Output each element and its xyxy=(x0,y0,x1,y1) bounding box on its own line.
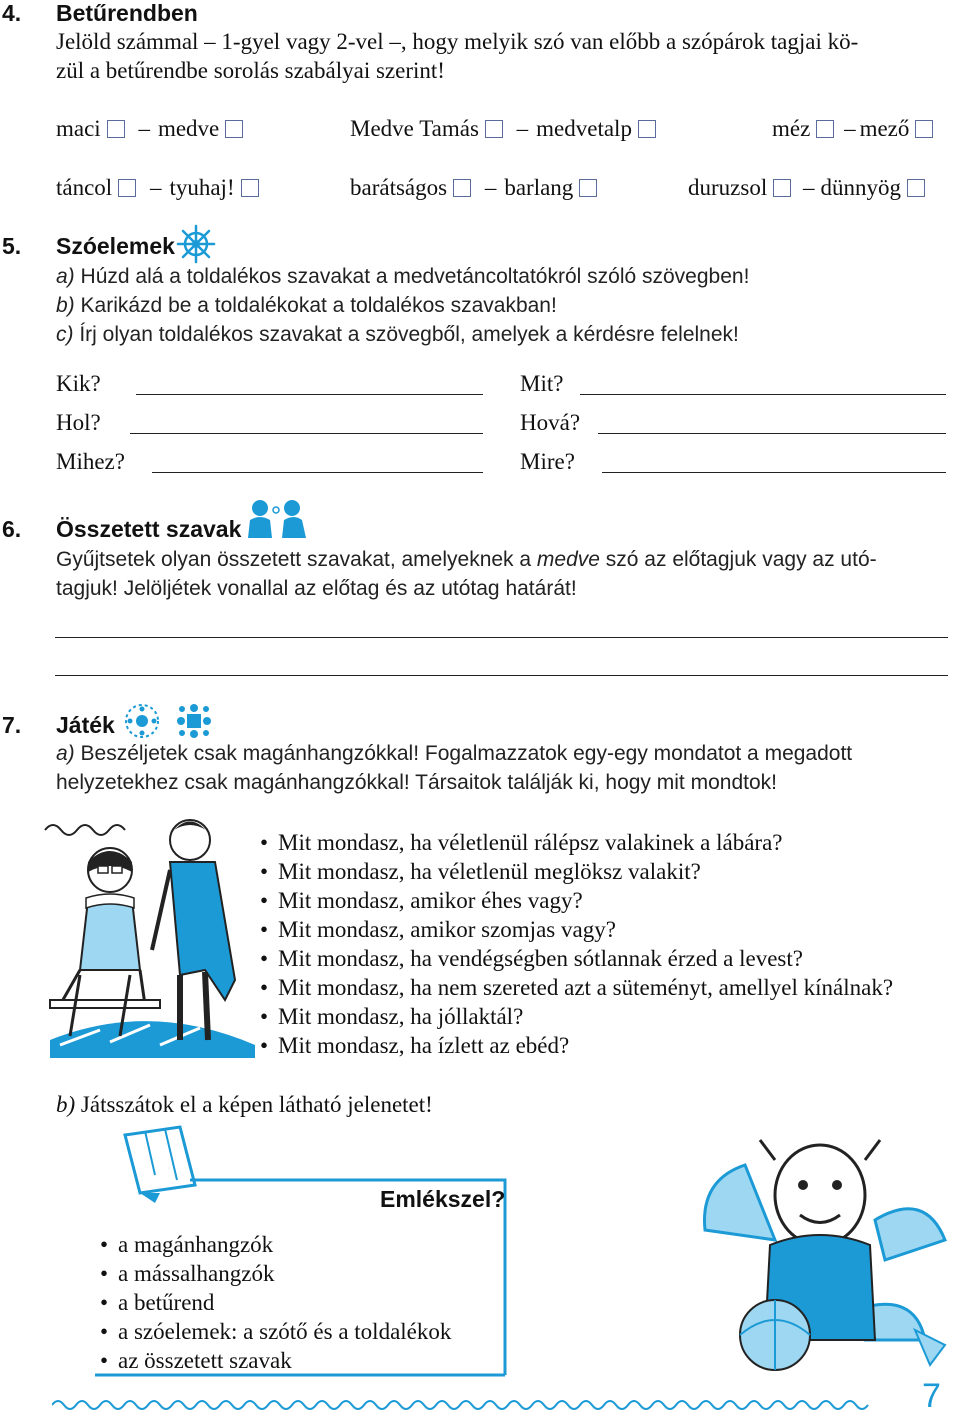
question-item: • Mit mondasz, amikor éhes vagy? xyxy=(260,888,583,913)
number-box[interactable] xyxy=(107,120,125,138)
exercise-6-number: 6. xyxy=(2,516,22,542)
word-b: tyuhaj! xyxy=(169,175,235,200)
question-text: Mit mondasz, ha jóllaktál? xyxy=(278,1004,524,1029)
question-text: Mit mondasz, ha véletlenül rálépsz valakinek a lábára? xyxy=(278,830,783,855)
question-item: • Mit mondasz, ha ízlett az ebéd? xyxy=(260,1033,570,1058)
word-pair xyxy=(56,116,243,142)
writing-line[interactable] xyxy=(55,637,948,638)
page-number: 7 xyxy=(922,1377,941,1415)
dash: – xyxy=(516,116,529,141)
question-item: • Mit mondasz, ha jóllaktál? xyxy=(260,1004,524,1029)
exercise-6-title: Összetett szavak xyxy=(56,516,242,542)
answer-line[interactable] xyxy=(130,433,483,434)
exercise-4-instruction-line2: zül a betűrendbe sorolás szabályai szerint! xyxy=(56,58,445,83)
exercise-7a-text: Beszéljetek csak magánhangzókkal! Fogalmazzatok egy-egy mondatot a megadott xyxy=(80,742,853,765)
question-label: Mire? xyxy=(520,449,575,474)
question-item: • Mit mondasz, amikor szomjas vagy? xyxy=(260,917,616,942)
number-box[interactable] xyxy=(453,179,471,197)
exercise-7b xyxy=(56,1092,433,1118)
marker-a: a) xyxy=(56,742,75,765)
word-b: barlang xyxy=(504,175,574,200)
answer-line[interactable] xyxy=(598,433,946,434)
answer-line[interactable] xyxy=(136,394,483,395)
word-pair xyxy=(56,175,259,201)
exercise-6-line1 xyxy=(56,548,877,572)
question-text: Mit mondasz, ha ízlett az ebéd? xyxy=(278,1033,570,1058)
exercise-4-title: Betűrendben xyxy=(56,0,198,26)
remember-text: a szóelemek: a szótő és a toldalékok xyxy=(118,1319,452,1344)
dash: – xyxy=(802,175,815,200)
number-box[interactable] xyxy=(907,179,925,197)
group-work-icon xyxy=(176,703,212,739)
exercise-5a-text: Húzd alá a toldalékos szavakat a medvetáncoltatókról szóló szövegben! xyxy=(80,265,750,288)
number-box[interactable] xyxy=(225,120,243,138)
exercise-6-emphasis: medve xyxy=(536,548,600,571)
number-box[interactable] xyxy=(241,179,259,197)
question-item: • Mit mondasz, ha vendégségben sótlannak érzed a levest? xyxy=(260,946,803,971)
remember-text: a magánhangzók xyxy=(118,1232,274,1257)
dash: – xyxy=(149,175,162,200)
marker-b: b) xyxy=(56,1092,76,1117)
pair-work-icon xyxy=(242,496,312,540)
number-box[interactable] xyxy=(773,179,791,197)
ship-wheel-icon xyxy=(176,224,216,264)
word-pair xyxy=(350,116,656,142)
number-box[interactable] xyxy=(579,179,597,197)
remember-title: Emlékszel? xyxy=(380,1186,506,1212)
question-label: Hová? xyxy=(520,410,581,435)
word-pair xyxy=(688,175,925,201)
dash: – xyxy=(484,175,497,200)
number-box[interactable] xyxy=(118,179,136,197)
remember-item: • a mássalhangzók xyxy=(100,1261,275,1286)
exercise-4-number: 4. xyxy=(2,0,22,26)
exercise-7a-line2: helyzetekhez csak magánhangzókkal! Társaitok találják ki, hogy mit mondtok! xyxy=(56,771,777,794)
question-label: Kik? xyxy=(56,371,101,396)
exercise-5b xyxy=(56,294,557,318)
exercise-7-number: 7. xyxy=(2,712,22,738)
word-b: medve xyxy=(157,116,220,141)
exercise-6-text-post: szó az előtagjuk vagy az utó- xyxy=(605,548,877,571)
question-label: Mihez? xyxy=(56,449,125,474)
question-text: Mit mondasz, ha vendégségben sótlannak érzed a levest? xyxy=(278,946,803,971)
exercise-7a-line1 xyxy=(56,742,852,766)
exercise-4-instruction-line1: Jelöld számmal – 1-gyel vagy 2-vel –, hogy melyik szó van előbb a szópárok tagjai kö- xyxy=(56,29,859,54)
wave-border xyxy=(52,1396,882,1414)
word-a: barátságos xyxy=(350,175,448,200)
dash: – xyxy=(844,116,856,141)
marker-b: b) xyxy=(56,294,75,317)
word-a: méz xyxy=(772,116,811,141)
question-text: Mit mondasz, ha véletlenül meglöksz valakit? xyxy=(278,859,701,884)
question-item: • Mit mondasz, ha véletlenül rálépsz valakinek a lábára? xyxy=(260,830,783,855)
remember-text: a betűrend xyxy=(118,1290,215,1315)
marker-a: a) xyxy=(56,265,75,288)
remember-text: a mássalhangzók xyxy=(118,1261,275,1286)
answer-line[interactable] xyxy=(602,472,946,473)
word-a: duruzsol xyxy=(688,175,768,200)
exercise-5-number: 5. xyxy=(2,233,22,259)
exercise-5c xyxy=(56,323,739,347)
exercise-7-title: Játék xyxy=(56,712,115,738)
exercise-5-title: Szóelemek xyxy=(56,233,175,259)
answer-line[interactable] xyxy=(152,472,483,473)
class-game-icon xyxy=(124,703,160,739)
exercise-7b-text: Játsszátok el a képen látható jelenetet! xyxy=(80,1092,433,1117)
question-label: Mit? xyxy=(520,371,564,396)
word-a: maci xyxy=(56,116,101,141)
number-box[interactable] xyxy=(816,120,834,138)
dash: – xyxy=(138,116,150,141)
question-text: Mit mondasz, ha nem szereted azt a süteményt, amellyel kínálnak? xyxy=(278,975,894,1000)
animal-watermelon-illustration xyxy=(695,1130,950,1380)
exercise-6-line2: tagjuk! Jelöljétek vonallal az előtag és az utótag határát! xyxy=(56,577,577,600)
question-item: • Mit mondasz, ha véletlenül meglöksz valakit? xyxy=(260,859,701,884)
question-item: • Mit mondasz, ha nem szereted azt a süteményt, amellyel kínálnak? xyxy=(260,975,894,1000)
number-box[interactable] xyxy=(915,120,933,138)
word-b: dünnyög xyxy=(820,175,901,200)
marker-c: c) xyxy=(56,323,74,346)
word-b: medvetalp xyxy=(536,116,632,141)
boy-and-girl-illustration xyxy=(40,800,260,1058)
exercise-5b-text: Karikázd be a toldalékokat a toldalékos szavakban! xyxy=(80,294,557,317)
number-box[interactable] xyxy=(485,120,503,138)
word-b: mező xyxy=(859,116,910,141)
remember-item: • a betűrend xyxy=(100,1290,215,1315)
exercise-5c-text: Írj olyan toldalékos szavakat a szövegből, amelyek a kérdésre felelnek! xyxy=(79,323,739,346)
exercise-6-text-pre: Gyűjtsetek olyan összetett szavakat, amelyeknek a xyxy=(56,548,532,571)
remember-item: • a szóelemek: a szótő és a toldalékok xyxy=(100,1319,452,1344)
question-text: Mit mondasz, amikor szomjas vagy? xyxy=(278,917,616,942)
word-a: táncol xyxy=(56,175,113,200)
remember-item: • az összetett szavak xyxy=(100,1348,292,1373)
word-pair xyxy=(350,175,597,201)
writing-line[interactable] xyxy=(55,675,948,676)
remember-text: az összetett szavak xyxy=(118,1348,292,1373)
question-label: Hol? xyxy=(56,410,101,435)
question-text: Mit mondasz, amikor éhes vagy? xyxy=(278,888,583,913)
number-box[interactable] xyxy=(638,120,656,138)
answer-line[interactable] xyxy=(580,394,946,395)
remember-item: • a magánhangzók xyxy=(100,1232,274,1257)
exercise-5a xyxy=(56,265,749,289)
word-pair xyxy=(772,116,933,142)
word-a: Medve Tamás xyxy=(350,116,479,141)
